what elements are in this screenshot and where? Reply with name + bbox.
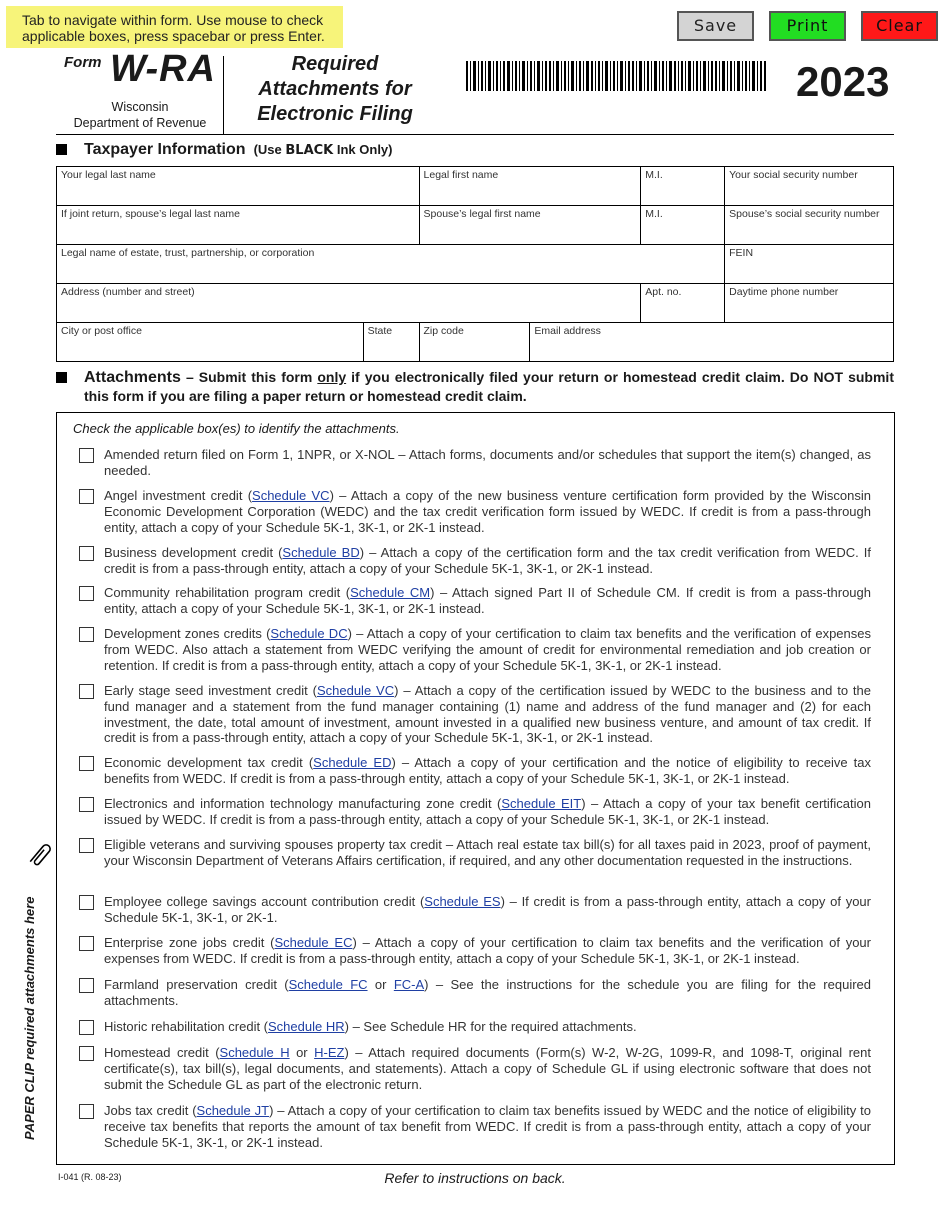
spouse-first-name-field[interactable]: Spouse’s legal first name [419,206,641,245]
title-line2: Attachments for [258,78,412,100]
entity-name-field[interactable]: Legal name of estate, trust, partnership, or corporation [57,245,725,284]
paper-clip-icon [26,840,56,870]
schedule-link[interactable]: Schedule H [219,1045,290,1060]
attachment-item [104,626,871,673]
schedule-link[interactable]: Schedule EC [274,935,353,950]
check-instruction: Check the applicable box(es) to identify the attachments. [73,421,400,436]
attachment-item [104,894,871,926]
attachment-text: ) – Attach a copy of your tax benefit certification issued by WEDC. If credit is from a pass-through entity, attach a copy of your Schedule 5K-1, 3K-1, or 2K-1 instead. [104,796,871,827]
department [60,99,220,131]
attachment-checkbox[interactable] [79,448,94,463]
attachment-checkbox[interactable] [79,895,94,910]
attachment-text: ) – Attach a copy of your certification and the notice of eligibility to receive tax benefits from WEDC. If credit is from a pass-through entity, attach a copy of your Schedule 5K-1, 3K-1, or 2K-1 instead. [104,755,871,786]
attachment-text: Electronics and information technology manufacturing zone credit ( [104,796,502,811]
title-line1: Required [291,53,379,75]
attachment-text: Community rehabilitation program credit ( [104,585,351,600]
attachment-checkbox[interactable] [79,756,94,771]
form-label: Form [64,54,102,71]
attachment-text: Business development credit ( [104,545,283,560]
attachment-item [104,488,871,535]
title-line3: Electronic Filing [257,103,413,125]
attachment-item [104,837,871,869]
attachments-heading [84,368,894,406]
schedule-link[interactable]: Schedule EIT [501,796,582,811]
zip-field[interactable]: Zip code [419,323,530,362]
clear-button[interactable]: Clear [861,11,938,41]
spouse-last-name-field[interactable]: If joint return, spouse’s legal last name [57,206,420,245]
dept-line2: Department of Revenue [73,116,207,130]
spouse-ssn-field[interactable]: Spouse’s social security number [725,206,894,245]
attachment-checkbox[interactable] [79,627,94,642]
attachment-text: Amended return filed on Form 1, 1NPR, or X-NOL – Attach forms, documents and/or schedules that support the item(s) changed, as needed. [104,447,871,478]
schedule-link[interactable]: Schedule VC [252,488,330,503]
attachment-text: Homestead credit ( [104,1045,220,1060]
schedule-link[interactable]: Schedule HR [268,1019,345,1034]
state-field[interactable]: State [363,323,419,362]
attachment-text: ) – Attach a copy of the certification form and the tax credit verification from WEDC. If credit is from a pass-through entity, attach a copy of your Schedule 5K-1, 3K-1, or 2K-1 instead. [104,545,871,576]
attachments-title: Attachments [84,369,181,386]
attachment-checkbox[interactable] [79,838,94,853]
navigation-note: Tab to navigate within form. Use mouse to check applicable boxes, press spacebar or press Enter. [6,6,343,48]
attachment-checkbox[interactable] [79,586,94,601]
attachment-text: ) – Attach required documents (Form(s) W-2, W-2G, 1099-R, and 1098-T, original rent certificate(s), tax bill(s), legal documents, and statements). Attach a copy of Schedule GL if using electronic software that does not submit the Schedule GL as part of the electronic return. [104,1045,871,1092]
print-button[interactable]: Print [769,11,846,41]
attachments-rest: if you electronically filed your return or homestead credit claim. Do NOT submit this form if you are filing a paper return or homestead credit claim. [84,369,894,404]
attachment-item [104,585,871,617]
attachment-text: or [367,977,394,992]
attachment-text: Early stage seed investment credit ( [104,683,317,698]
attachment-checkbox[interactable] [79,797,94,812]
attachment-item [104,683,871,746]
attachment-item [104,545,871,577]
taxpayer-heading [84,141,393,159]
schedule-link[interactable]: Schedule ES [424,894,501,909]
attachment-checkbox[interactable] [79,489,94,504]
attachment-checkbox[interactable] [79,684,94,699]
header-rule [56,134,894,135]
attachment-text: Economic development tax credit ( [104,755,314,770]
form-id: W-RA [110,48,216,90]
attachment-text: ) – Attach signed Part II of Schedule CM. If credit is from a pass-through entity, attach a copy of your Schedule 5K-1, 3K-1, or 2K-1 instead. [104,585,871,616]
attachment-item [104,796,871,828]
attachment-text: Jobs tax credit ( [104,1103,197,1118]
taxpayer-heading-text: Taxpayer Information [84,141,246,158]
schedule-link[interactable]: H-EZ [314,1045,345,1060]
header-divider [223,56,224,134]
tax-year: 2023 [796,58,890,105]
attachments-only: only [317,369,347,385]
ink-note [250,142,393,157]
attachment-item [104,1045,871,1092]
apt-field[interactable]: Apt. no. [641,284,725,323]
paper-clip-label: PAPER CLIP required attachments here [22,896,37,1140]
save-button[interactable]: Save [677,11,754,41]
attachment-text: Eligible veterans and surviving spouses property tax credit – Attach real estate tax bill(s) for all taxes paid in 2023, proof of payment, your Wisconsin Department of Veterans Affairs certification, if required, and any other documentation requested in the instructions. [104,837,871,868]
mi-field[interactable]: M.I. [641,167,725,206]
section-bullet [56,372,67,383]
section-bullet [56,144,67,155]
attachment-text: Development zones credits ( [104,626,271,641]
attachment-text: ) – Attach a copy of your certification to claim tax benefits and the verification of expenses from WEDC. Also attach a statement from WEDC verifying the amount of credit for environmental remediation and job creation or retention. If credit is from a pass-through entity, attach a copy of your Schedule 5K-1, 3K-1, or 2K-1 instead. [104,626,871,673]
attachment-text: Employee college savings account contribution credit ( [104,894,425,909]
attachment-text: ) – Attach a copy of your certification to claim tax benefits and the verification of your expenses from WEDC. If credit is from a pass-through entity, attach a copy of your Schedule 5K-1, 3K-1, or 2K-1 instead. [104,935,871,966]
attachment-item [104,447,871,479]
ink-pre: (Use [253,142,286,157]
attachment-text: ) – If credit is from a pass-through entity, attach a copy of your Schedule 5K-1, 3K-1, or 2K-1. [104,894,871,925]
last-name-field[interactable]: Your legal last name [57,167,420,206]
refer-instructions: Refer to instructions on back. [384,1170,566,1186]
schedule-link[interactable]: Schedule ED [313,755,392,770]
schedule-link[interactable]: Schedule VC [316,683,395,698]
schedule-link[interactable]: Schedule DC [270,626,348,641]
form-code: I-041 (R. 08-23) [58,1172,122,1182]
attachment-checkbox[interactable] [79,1020,94,1035]
attachment-text: Angel investment credit ( [104,488,253,503]
attachment-text: ) – See the instructions for the schedule you are filing for the required attachments. [104,977,872,1008]
address-field[interactable]: Address (number and street) [57,284,641,323]
email-field[interactable]: Email address [530,323,894,362]
schedule-link[interactable]: Schedule CM [350,585,431,600]
attachment-checkbox[interactable] [79,1104,94,1119]
attachment-item [104,1019,871,1035]
attachment-item [104,977,871,1009]
fein-field[interactable]: FEIN [725,245,894,284]
attachments-dash: – Submit this form [180,369,318,385]
city-field[interactable]: City or post office [57,323,364,362]
attachment-item [104,755,871,787]
attachment-checkbox[interactable] [79,546,94,561]
attachment-text: ) – Attach a copy of your certification to claim tax benefits issued by WEDC and the notice of eligibility to receive tax benefits that reports the amount of tax benefit from WEDC. If credit is from a pass-through entity, attach a copy of your Schedule 5K-1, 3K-1, or 2K-1 instead. [104,1103,871,1150]
attachment-text: ) – Attach a copy of the certification issued by WEDC to the business and to the fund manager and a statement from the fund manager containing (1) name and address of the fund manager and (2) for each investment, the date, total amount of investment, amount invested in a qualified new business venture, and amount of tax credit. If credit is from a pass-through entity, attach a copy of your Schedule 5K-1, 3K-1, or 2K-1 instead. [104,683,871,746]
first-name-field[interactable]: Legal first name [419,167,641,206]
attachment-checkbox[interactable] [79,978,94,993]
schedule-link[interactable]: FC-A [393,977,425,992]
attachment-item [104,1103,871,1150]
taxpayer-grid [56,166,894,362]
dept-line1: Wisconsin [111,100,169,114]
attachment-checkbox[interactable] [79,936,94,951]
ink-post: Ink Only) [333,142,393,157]
ssn-field[interactable]: Your social security number [725,167,894,206]
attachment-text: or [289,1045,315,1060]
attachment-text: Farmland preservation credit ( [104,977,289,992]
attachment-item [104,935,871,967]
barcode-icon [466,61,766,91]
attachment-checkbox[interactable] [79,1046,94,1061]
form-title [230,52,440,127]
schedule-link[interactable]: Schedule BD [282,545,360,560]
ink-black: BLACK [285,143,334,158]
phone-field[interactable]: Daytime phone number [725,284,894,323]
schedule-link[interactable]: Schedule JT [196,1103,270,1118]
schedule-link[interactable]: Schedule FC [288,977,368,992]
attachment-text: Historic rehabilitation credit ( [104,1019,269,1034]
attachment-text: ) – Attach a copy of the new business venture certification form provided by the Wisconsin Economic Development Corporation (WEDC) and the tax credit verification form issued by WEDC. If credit is from a pass-through entity, attach a copy of your Schedule 5K-1, 3K-1, or 2K-1 instead. [104,488,871,535]
spouse-mi-field[interactable]: M.I. [641,206,725,245]
attachment-text: Enterprise zone jobs credit ( [104,935,275,950]
attachment-text: ) – See Schedule HR for the required attachments. [344,1019,637,1034]
